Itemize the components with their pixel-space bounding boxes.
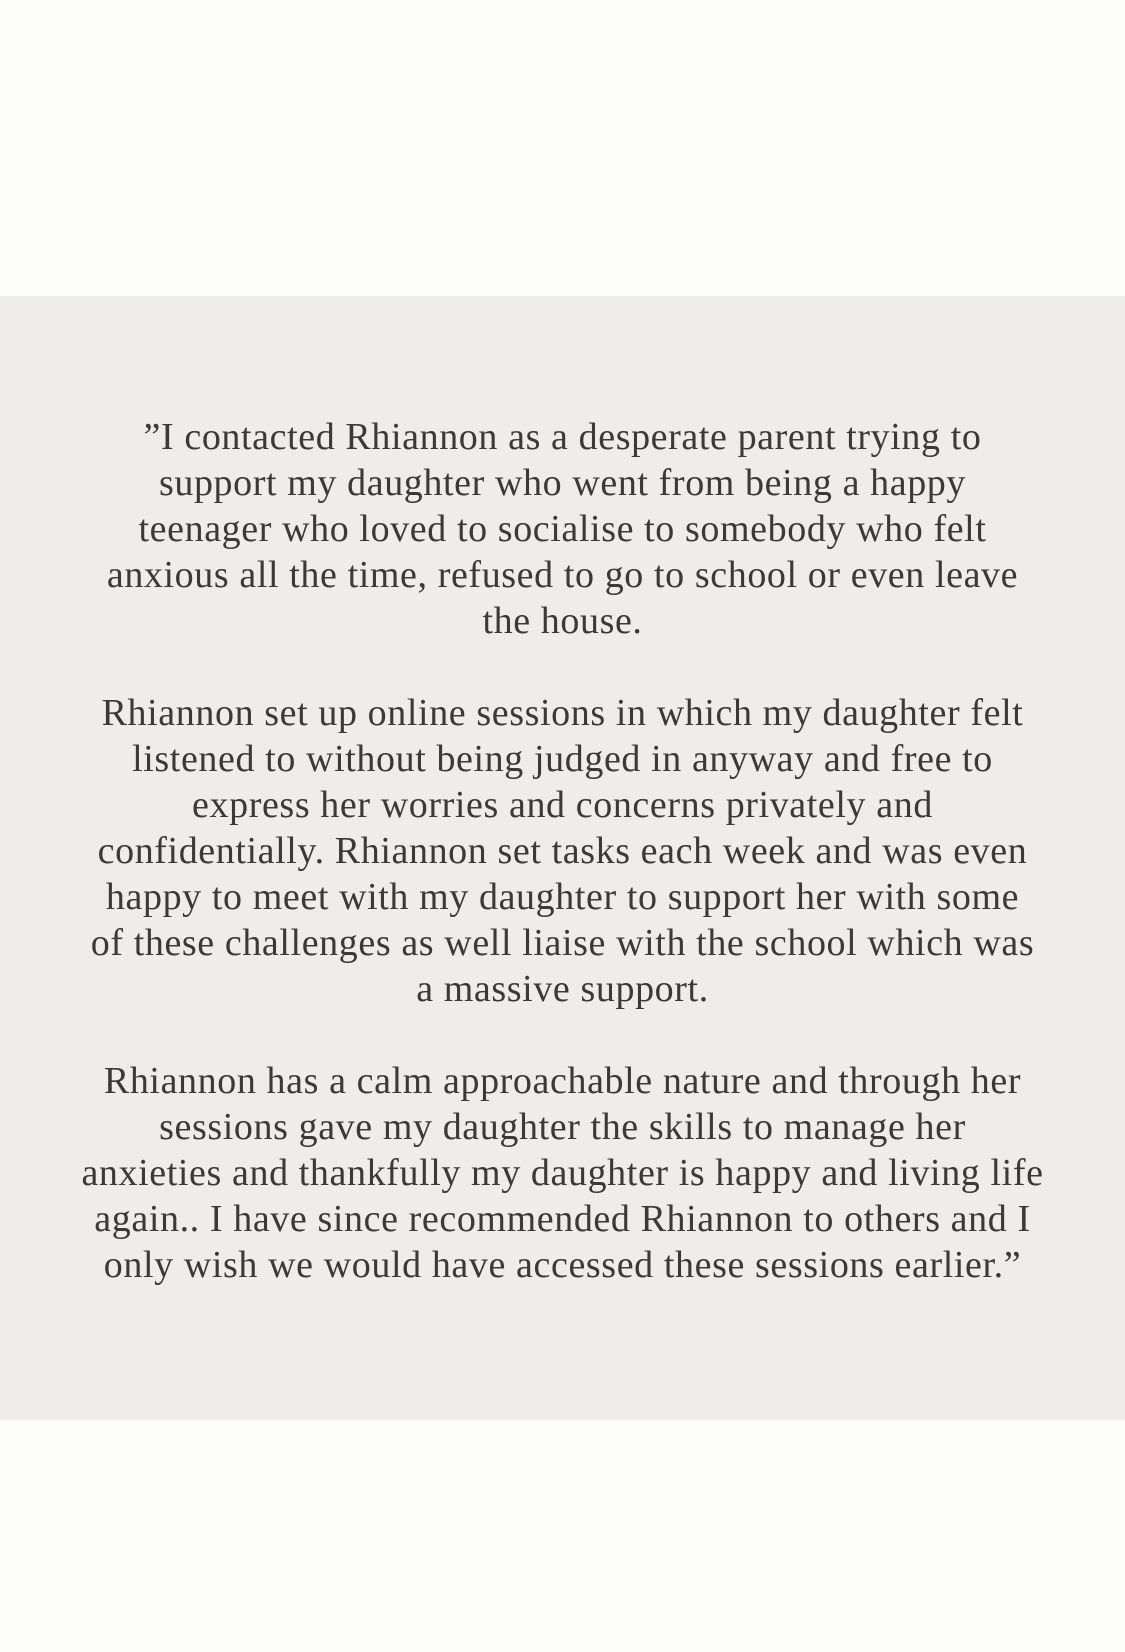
testimonial-panel	[0, 296, 1125, 1420]
quote-line: teenager who loved to socialise to somebody who felt	[138, 508, 987, 550]
testimonial-paragraph-1	[60, 414, 1065, 644]
quote-line: happy to meet with my daughter to support her with some	[105, 876, 1020, 918]
quote-line: Rhiannon set up online sessions in which my daughter felt	[101, 692, 1024, 734]
quote-line: again.. I have since recommended Rhiannon to others and I	[94, 1198, 1031, 1240]
quote-line: a massive support.	[416, 968, 709, 1010]
quote-line: express her worries and concerns privately and	[192, 784, 933, 826]
quote-line: support my daughter who went from being a happy	[158, 462, 967, 504]
quote-line: anxious all the time, refused to go to school or even leave	[106, 554, 1019, 596]
testimonial-quote	[60, 414, 1065, 1288]
quote-line: sessions gave my daughter the skills to manage her	[159, 1106, 966, 1148]
quote-line: ”I contacted Rhiannon as a desperate parent trying to	[143, 416, 982, 458]
quote-line: anxieties and thankfully my daughter is happy and living life	[81, 1152, 1044, 1194]
testimonial-paragraph-2	[60, 690, 1065, 1012]
quote-line: the house.	[482, 600, 643, 642]
testimonial-paragraph-3	[60, 1058, 1065, 1288]
quote-line: Rhiannon has a calm approachable nature and through her	[103, 1060, 1022, 1102]
quote-line: listened to without being judged in anyway and free to	[132, 738, 993, 780]
quote-line: only wish we would have accessed these sessions earlier.”	[103, 1244, 1022, 1286]
quote-line: confidentially. Rhiannon set tasks each week and was even	[97, 830, 1028, 872]
quote-line: of these challenges as well liaise with the school which was	[90, 922, 1035, 964]
